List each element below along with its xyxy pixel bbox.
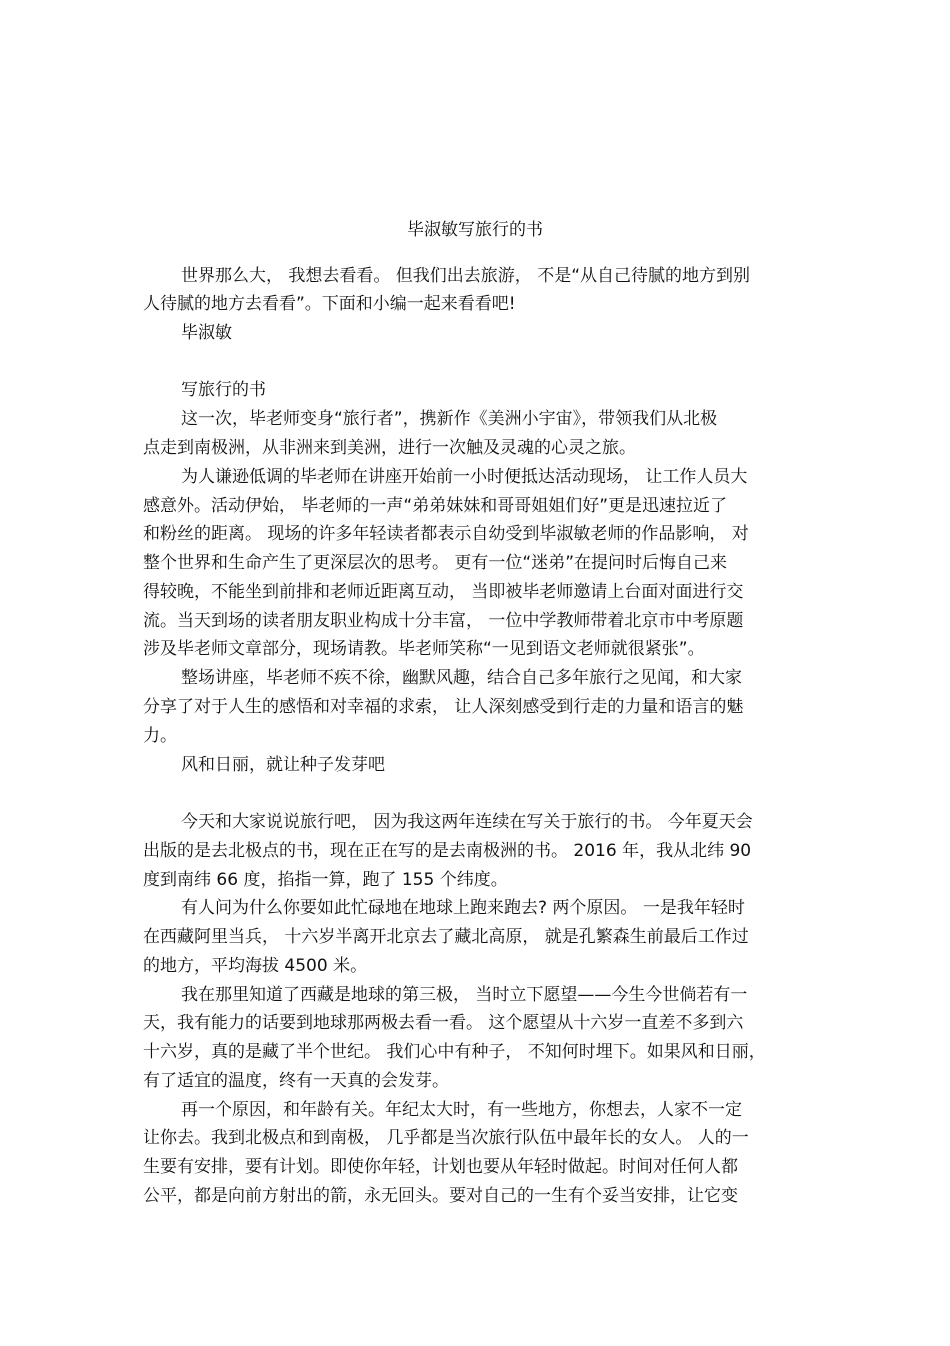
- text-line: 这一次，毕老师变身“旅行者”，携新作《美洲小宇宙》，带领我们从北极: [181, 409, 718, 429]
- text-line: 度到南纬 66 度，掐指一算，跑了 155 个纬度。: [143, 870, 508, 890]
- text-line: 得较晚，不能坐到前排和老师近距离互动， 当即被毕老师邀请上台面对面进行交: [143, 582, 744, 602]
- text-line: 的地方，平均海拔 4500 米。: [143, 956, 368, 976]
- text-line: 整场讲座，毕老师不疾不徐，幽默风趣，结合自己多年旅行之见闻，和大家: [181, 668, 742, 688]
- text-line: 写旅行的书: [181, 380, 266, 400]
- text-line: 再一个原因，和年龄有关。年纪太大时，有一些地方，你想去，人家不一定: [181, 1100, 742, 1120]
- text-line: 涉及毕老师文章部分，现场请教。毕老师笑称“一见到语文老师就很紧张”。: [143, 639, 705, 659]
- text-line: 为人谦逊低调的毕老师在讲座开始前一小时便抵达活动现场， 让工作人员大: [181, 467, 748, 487]
- text-line: 天，我有能力的话要到地球那两极去看一看。 这个愿望从十六岁一直差不多到六: [143, 1013, 744, 1033]
- text-line: 出版的是去北极点的书，现在正在写的是去南极洲的书。 2016 年，我从北纬 90: [143, 841, 752, 861]
- text-line: 在西藏阿里当兵， 十六岁半离开北京去了藏北高原， 就是孔繁森生前最后工作过: [143, 927, 749, 947]
- text-line: 感意外。活动伊始， 毕老师的一声“弟弟妹妹和哥哥姐姐们好”更是迅速拉近了: [143, 496, 728, 516]
- text-line: 力。: [143, 726, 177, 746]
- text-line: 分享了对于人生的感悟和对幸福的求索， 让人深刻感受到行走的力量和语言的魅: [143, 697, 744, 717]
- text-line: 和粉丝的距离。 现场的许多年轻读者都表示自幼受到毕淑敏老师的作品影响， 对: [143, 524, 749, 544]
- text-line: 风和日丽，就让种子发芽吧: [181, 755, 385, 775]
- text-line: 整个世界和生命产生了更深层次的思考。 更有一位“迷弟”在提问时后悔自己来: [143, 553, 728, 573]
- text-line: 生要有安排，要有计划。即使你年轻，计划也要从年轻时做起。时间对任何人都: [143, 1157, 738, 1177]
- text-line: 点走到南极洲，从非洲来到美洲，进行一次触及灵魂的心灵之旅。: [143, 438, 636, 458]
- text-line: 毕淑敏: [181, 323, 232, 343]
- text-line: 公平，都是向前方射出的箭，永无回头。要对自己的一生有个妥当安排，让它变: [143, 1186, 738, 1206]
- text-line: 我在那里知道了西藏是地球的第三极， 当时立下愿望——今生今世倘若有一: [181, 985, 748, 1005]
- text-line: 有了适宜的温度，终有一天真的会发芽。: [143, 1071, 449, 1091]
- text-line: 今天和大家说说旅行吧， 因为我这两年连续在写关于旅行的书。 今年夏天会: [181, 812, 753, 832]
- text-line: 人待腻的地方去看看”。下面和小编一起来看看吧!: [143, 294, 516, 314]
- text-line: 十六岁，真的是藏了半个世纪。 我们心中有种子， 不知何时埋下。如果风和日丽，: [143, 1042, 766, 1062]
- text-line: 让你去。我到北极点和到南极， 几乎都是当次旅行队伍中最年长的女人。 人的一: [143, 1128, 749, 1148]
- text-line: 世界那么大， 我想去看看。 但我们出去旅游， 不是“从自己待腻的地方到别: [181, 266, 751, 286]
- document-title: 毕淑敏写旅行的书: [407, 220, 543, 240]
- text-line: 有人问为什么你要如此忙碌地在地球上跑来跑去? 两个原因。 一是我年轻时: [181, 898, 745, 918]
- text-line: 流。当天到场的读者朋友职业构成十分丰富， 一位中学教师带着北京市中考原题: [143, 611, 744, 631]
